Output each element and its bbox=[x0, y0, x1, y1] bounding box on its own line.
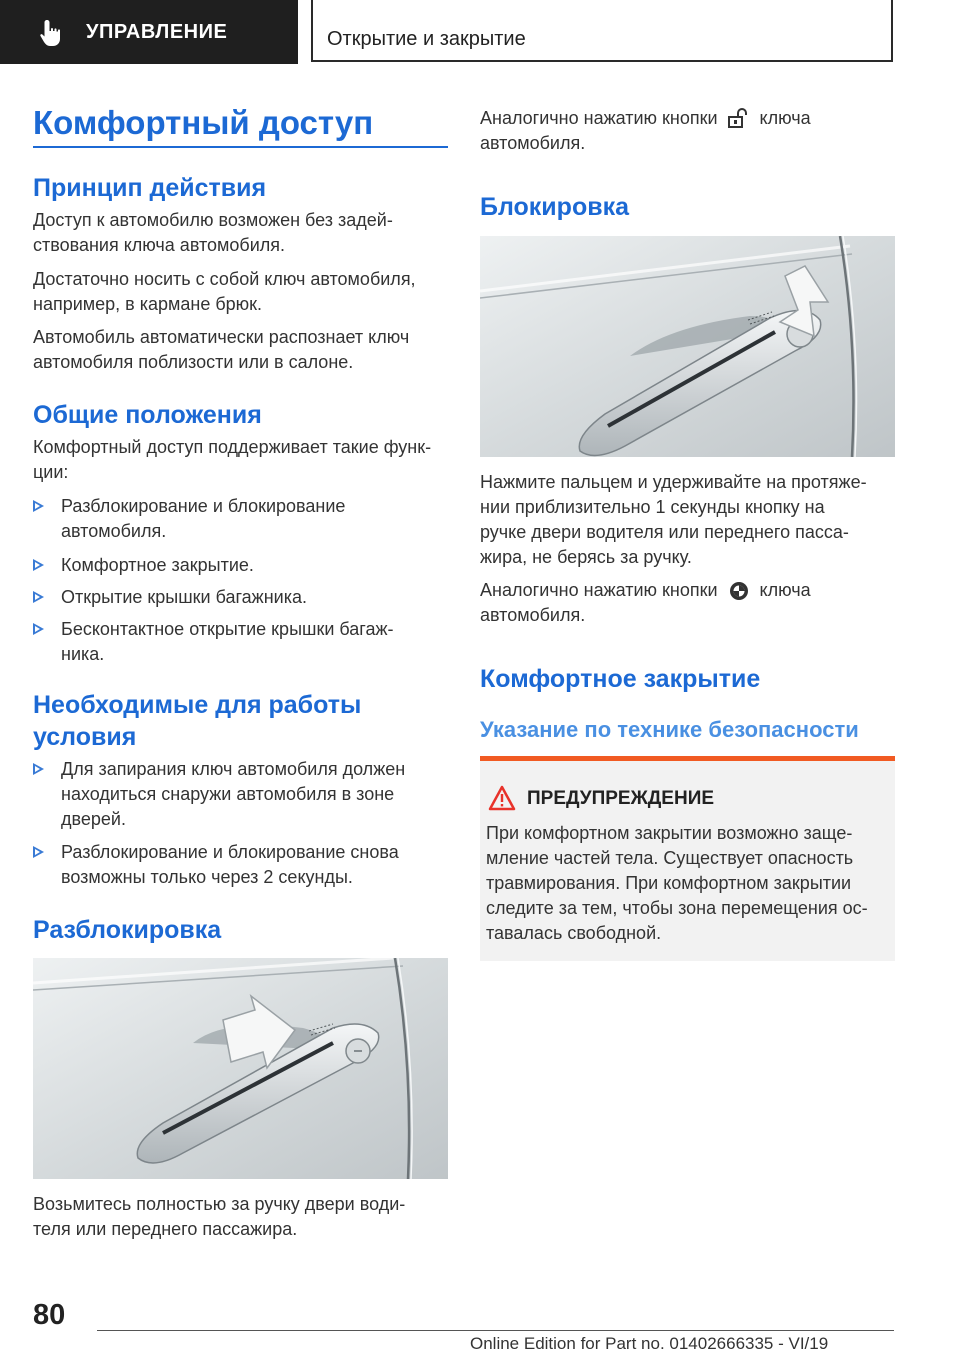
page-number: 80 bbox=[33, 1299, 66, 1331]
bullet-triangle-icon bbox=[33, 500, 44, 512]
line: автомобиля. bbox=[61, 521, 167, 541]
line: возможны только через 2 секунды. bbox=[61, 867, 353, 887]
door-handle-lock-image bbox=[480, 236, 895, 457]
paragraph-analog-1 bbox=[480, 106, 900, 156]
line: ции: bbox=[33, 462, 69, 482]
line: Комфортный доступ поддерживает такие функ- bbox=[33, 437, 432, 457]
footer-edition: Online Edition for Part no. 01402666335 - VI/19 bbox=[470, 1334, 829, 1353]
caption-unlock bbox=[33, 1192, 453, 1242]
heading-lock: Блокировка bbox=[480, 193, 629, 221]
bullet-triangle-icon bbox=[33, 846, 44, 858]
paragraph-analog-2 bbox=[480, 578, 900, 628]
line: Возьмитесь полностью за ручку двери води- bbox=[33, 1194, 406, 1214]
line: Автомобиль автоматически распознает ключ bbox=[33, 327, 410, 347]
line: автомобиля поблизости или в салоне. bbox=[33, 352, 354, 372]
warning-title: ПРЕДУПРЕЖДЕНИЕ bbox=[527, 788, 715, 809]
caption-lock bbox=[480, 470, 900, 570]
line: мление частей тела. Существует опасность bbox=[486, 848, 854, 868]
line: находиться снаружи автомобиля в зоне bbox=[61, 784, 395, 804]
line: Для запирания ключ автомобиля должен bbox=[61, 759, 406, 779]
paragraph-4 bbox=[33, 435, 453, 485]
text: ключа bbox=[759, 108, 811, 128]
text: ключа bbox=[759, 580, 811, 600]
hand-pointer-icon bbox=[38, 18, 66, 48]
line: Доступ к автомобилю возможен без задей- bbox=[33, 210, 393, 230]
bullet-triangle-icon bbox=[33, 623, 44, 635]
line: автомобиля. bbox=[480, 133, 586, 153]
line bbox=[480, 106, 900, 131]
line: условия bbox=[33, 723, 137, 751]
line: ствования ключа автомобиля. bbox=[33, 235, 286, 255]
heading-general: Общие положения bbox=[33, 401, 262, 429]
line: жира, не берясь за ручку. bbox=[480, 547, 692, 567]
heading-principle: Принцип действия bbox=[33, 174, 267, 202]
unlock-padlock-icon bbox=[726, 108, 752, 130]
chapter-tab[interactable] bbox=[0, 0, 298, 64]
paragraph-3 bbox=[33, 325, 453, 375]
paragraph-2 bbox=[33, 267, 453, 317]
line: следите за тем, чтобы зона перемещения ос- bbox=[486, 898, 868, 918]
line: Бесконтактное открытие крышки багаж- bbox=[61, 619, 394, 639]
text: Аналогично нажатию кнопки bbox=[480, 580, 718, 600]
line: тавалась свободной. bbox=[486, 923, 662, 943]
line: ручке двери водителя или переднего пасса- bbox=[480, 522, 849, 542]
line: Нажмите пальцем и удерживайте на протяже- bbox=[480, 472, 867, 492]
line: нии приблизительно 1 секунды кнопку на bbox=[480, 497, 825, 517]
line: например, в кармане брюк. bbox=[33, 294, 263, 314]
bullet-triangle-icon bbox=[33, 763, 44, 775]
line: Достаточно носить с собой ключ автомобиля, bbox=[33, 269, 416, 289]
line: автомобиля. bbox=[480, 605, 586, 625]
line: ника. bbox=[61, 644, 105, 664]
section-label: Открытие и закрытие bbox=[327, 28, 526, 50]
chapter-label: УПРАВЛЕНИЕ bbox=[86, 21, 228, 43]
line bbox=[480, 578, 900, 603]
bmw-logo-icon bbox=[726, 580, 752, 602]
warning-box bbox=[480, 756, 895, 961]
warning-text bbox=[486, 821, 886, 946]
line: Открытие крышки багажника. bbox=[61, 587, 307, 607]
line: дверей. bbox=[61, 809, 126, 829]
line: Разблокирование и блокирование bbox=[61, 496, 346, 516]
page-title: Комфортный доступ bbox=[33, 104, 374, 141]
door-handle-unlock-image bbox=[33, 958, 448, 1179]
paragraph-1 bbox=[33, 208, 453, 258]
line: Комфортное закрытие. bbox=[61, 555, 254, 575]
heading-comfort-close: Комфортное закрытие bbox=[480, 665, 761, 693]
footer-divider bbox=[97, 1330, 894, 1331]
line: Необходимые для работы bbox=[33, 691, 362, 719]
title-divider bbox=[33, 146, 448, 148]
bullet-triangle-icon bbox=[33, 591, 44, 603]
heading-conditions bbox=[33, 689, 361, 753]
warning-triangle-icon bbox=[488, 785, 516, 811]
section-header bbox=[311, 0, 893, 62]
heading-unlock: Разблокировка bbox=[33, 916, 222, 944]
line: травмирования. При комфортном закрытии bbox=[486, 873, 852, 893]
heading-safety: Указание по технике безопасности bbox=[480, 717, 859, 742]
bullet-triangle-icon bbox=[33, 559, 44, 571]
line: теля или переднего пассажира. bbox=[33, 1219, 298, 1239]
line: Разблокирование и блокирование снова bbox=[61, 842, 399, 862]
line: При комфортном закрытии возможно заще- bbox=[486, 823, 853, 843]
text: Аналогично нажатию кнопки bbox=[480, 108, 718, 128]
